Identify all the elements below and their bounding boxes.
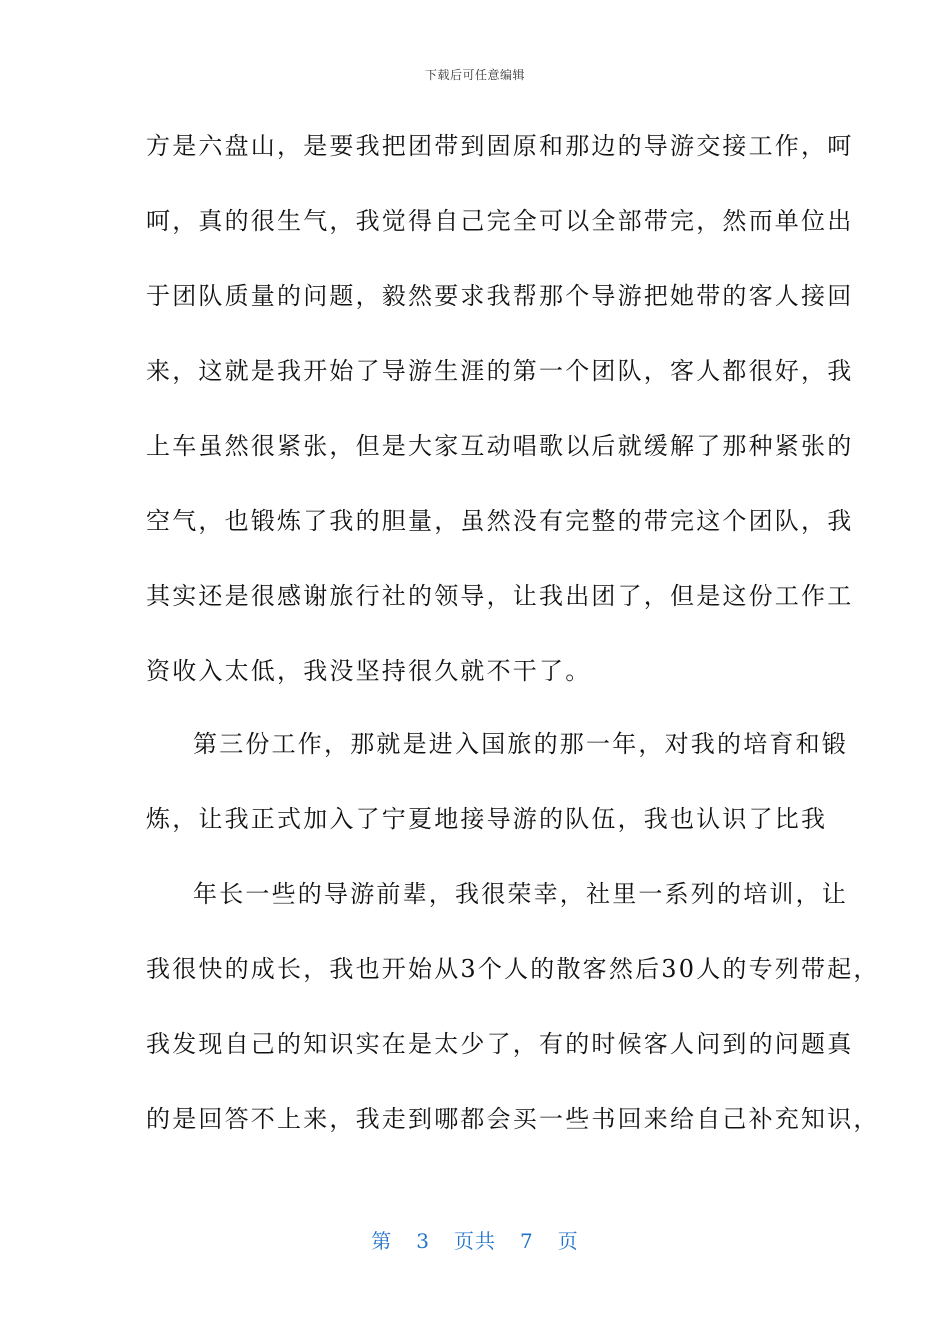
text-line: 炼，让我正式加入了宁夏地接导游的队伍，我也认识了比我 — [146, 805, 828, 833]
text-line: 我发现自己的知识实在是太少了，有的时候客人问到的问题真 — [146, 1030, 854, 1058]
paragraph-first-line: 第三份工作，那就是进入国旅的那一年，对我的培育和锻 — [193, 730, 848, 758]
footer-total-pages: 7 — [520, 1229, 534, 1253]
text-line: 我很快的成长，我也开始从3个人的散客然后30人的专列带起， — [146, 955, 880, 983]
text-line: 呵，真的很生气，我觉得自己完全可以全部带完，然而单位出 — [146, 207, 854, 235]
footer-label-end: 页 — [557, 1229, 579, 1253]
text-line: 上车虽然很紧张，但是大家互动唱歌以后就缓解了那种紧张的 — [146, 432, 854, 460]
text-line: 资收入太低，我没坚持很久就不干了。 — [146, 657, 592, 685]
text-line: 于团队质量的问题，毅然要求我帮那个导游把她带的客人接回 — [146, 282, 854, 310]
header-note: 下载后可任意编辑 — [424, 68, 525, 82]
text-line: 空气，也锻炼了我的胆量，虽然没有完整的带完这个团队，我 — [146, 507, 854, 535]
footer-current-page: 3 — [416, 1229, 430, 1253]
footer-label-page: 第 — [371, 1229, 393, 1253]
text-line: 方是六盘山，是要我把团带到固原和那边的导游交接工作，呵 — [146, 132, 854, 160]
text-line: 的是回答不上来，我走到哪都会买一些书回来给自己补充知识， — [146, 1105, 880, 1133]
page-footer — [0, 1225, 950, 1254]
text-line: 其实还是很感谢旅行社的领导，让我出团了，但是这份工作工 — [146, 582, 854, 610]
text-line: 来，这就是我开始了导游生涯的第一个团队，客人都很好，我 — [146, 357, 854, 385]
paragraph-first-line: 年长一些的导游前辈，我很荣幸，社里一系列的培训，让 — [193, 880, 848, 908]
footer-label-of-total: 页共 — [454, 1229, 496, 1253]
